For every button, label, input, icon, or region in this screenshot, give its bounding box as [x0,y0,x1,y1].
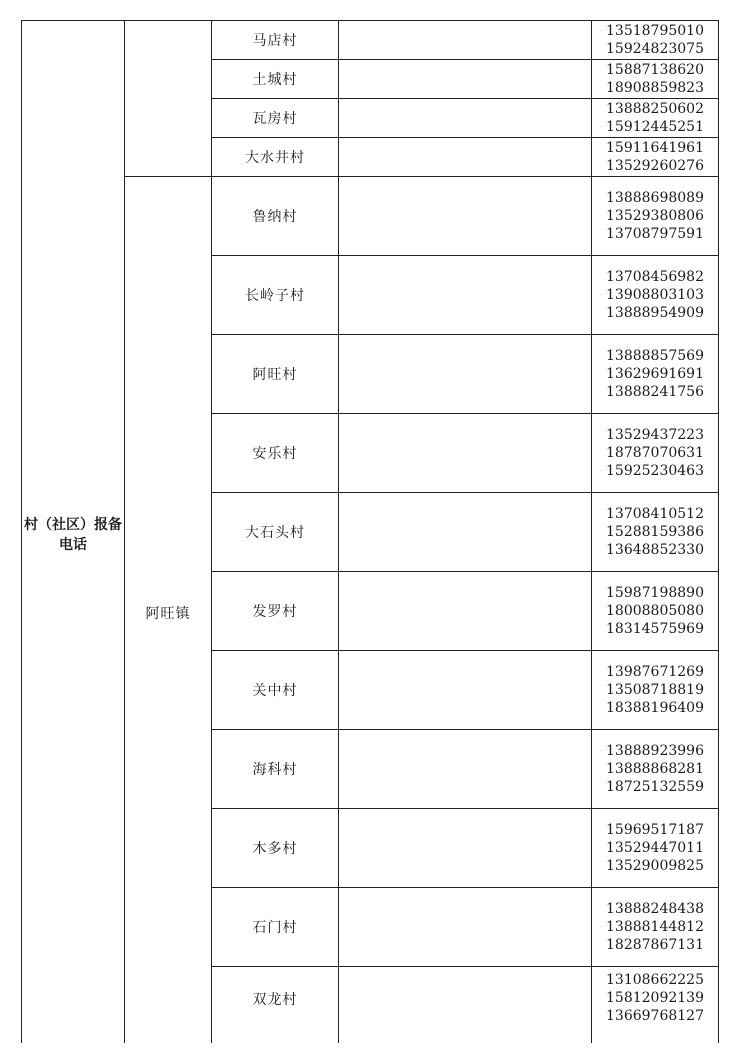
phone-number: 13888857569 [606,348,704,364]
phone-number: 15987198890 [606,585,704,601]
village-name: 发罗村 [212,572,339,651]
village-name: 大水井村 [212,138,339,177]
town-cell [125,21,212,177]
phone-cell [592,888,719,967]
phone-number: 13888241756 [606,384,704,400]
blank-cell [339,809,592,888]
phone-number: 15969517187 [606,822,704,838]
phone-number: 13888698089 [606,190,704,206]
blank-cell [339,967,592,1050]
phone-cell [592,572,719,651]
phone-number: 13908803103 [606,287,704,303]
blank-cell [339,21,592,60]
village-name: 马店村 [212,21,339,60]
village-name: 关中村 [212,651,339,730]
phone-number: 15924823075 [606,41,704,57]
phone-cell [592,414,719,493]
phone-number: 15911641961 [606,140,704,156]
phone-cell [592,651,719,730]
phone-number: 13987671269 [606,664,704,680]
phone-number: 13708797591 [606,226,704,242]
phone-number: 18388196409 [606,700,704,716]
phone-number: 15912445251 [606,119,704,135]
table-body [22,21,719,1050]
village-name: 大石头村 [212,493,339,572]
phone-number: 13108662225 [606,972,704,988]
phone-cell [592,60,719,99]
page-bottom-margin [0,1043,740,1060]
phone-number: 18287867131 [606,937,704,953]
phone-number: 13529447011 [606,840,704,856]
phone-number: 13529380806 [606,208,704,224]
village-name: 鲁纳村 [212,177,339,256]
blank-cell [339,888,592,967]
phone-number: 18787070631 [606,445,704,461]
blank-cell [339,335,592,414]
town-cell: 阿旺镇 [125,177,212,1050]
phone-number: 13648852330 [606,542,704,558]
phone-number: 13529009825 [606,858,704,874]
phone-cell [592,256,719,335]
village-phone-table [21,20,719,1050]
blank-cell [339,572,592,651]
phone-number: 13708456982 [606,269,704,285]
village-name: 木多村 [212,809,339,888]
phone-number: 18314575969 [606,621,704,637]
phone-number: 13888248438 [606,901,704,917]
phone-number: 13708410512 [606,506,704,522]
blank-cell [339,60,592,99]
village-name: 长岭子村 [212,256,339,335]
phone-number: 13529437223 [606,427,704,443]
blank-cell [339,177,592,256]
phone-number: 13629691691 [606,366,704,382]
phone-number: 13888250602 [606,101,704,117]
blank-cell [339,651,592,730]
phone-number: 13888144812 [606,919,704,935]
phone-number: 18908859823 [606,80,704,96]
phone-number: 13669768127 [606,1008,704,1024]
phone-number: 13888923996 [606,743,704,759]
village-name: 瓦房村 [212,99,339,138]
phone-number: 15288159386 [606,524,704,540]
phone-number: 18008805080 [606,603,704,619]
phone-number: 13518795010 [606,23,704,39]
phone-number: 15887138620 [606,62,704,78]
blank-cell [339,99,592,138]
phone-number: 15925230463 [606,463,704,479]
phone-cell [592,809,719,888]
table-row [22,177,719,256]
village-name: 阿旺村 [212,335,339,414]
phone-cell [592,177,719,256]
blank-cell [339,138,592,177]
village-name: 双龙村 [212,967,339,1050]
village-name: 土城村 [212,60,339,99]
blank-cell [339,730,592,809]
phone-number: 13888868281 [606,761,704,777]
phone-cell [592,730,719,809]
village-name: 海科村 [212,730,339,809]
table-row [22,21,719,60]
blank-cell [339,256,592,335]
phone-cell [592,99,719,138]
phone-cell [592,138,719,177]
blank-cell [339,493,592,572]
phone-cell [592,21,719,60]
category-cell: 村（社区）报备电话 [22,21,125,1050]
phone-number: 15812092139 [606,990,704,1006]
village-name: 石门村 [212,888,339,967]
phone-cell [592,493,719,572]
phone-number: 13888954909 [606,305,704,321]
phone-cell [592,335,719,414]
phone-number: 18725132559 [606,779,704,795]
phone-number: 13529260276 [606,158,704,174]
phone-number: 13508718819 [606,682,704,698]
village-name: 安乐村 [212,414,339,493]
blank-cell [339,414,592,493]
phone-cell [592,967,719,1050]
